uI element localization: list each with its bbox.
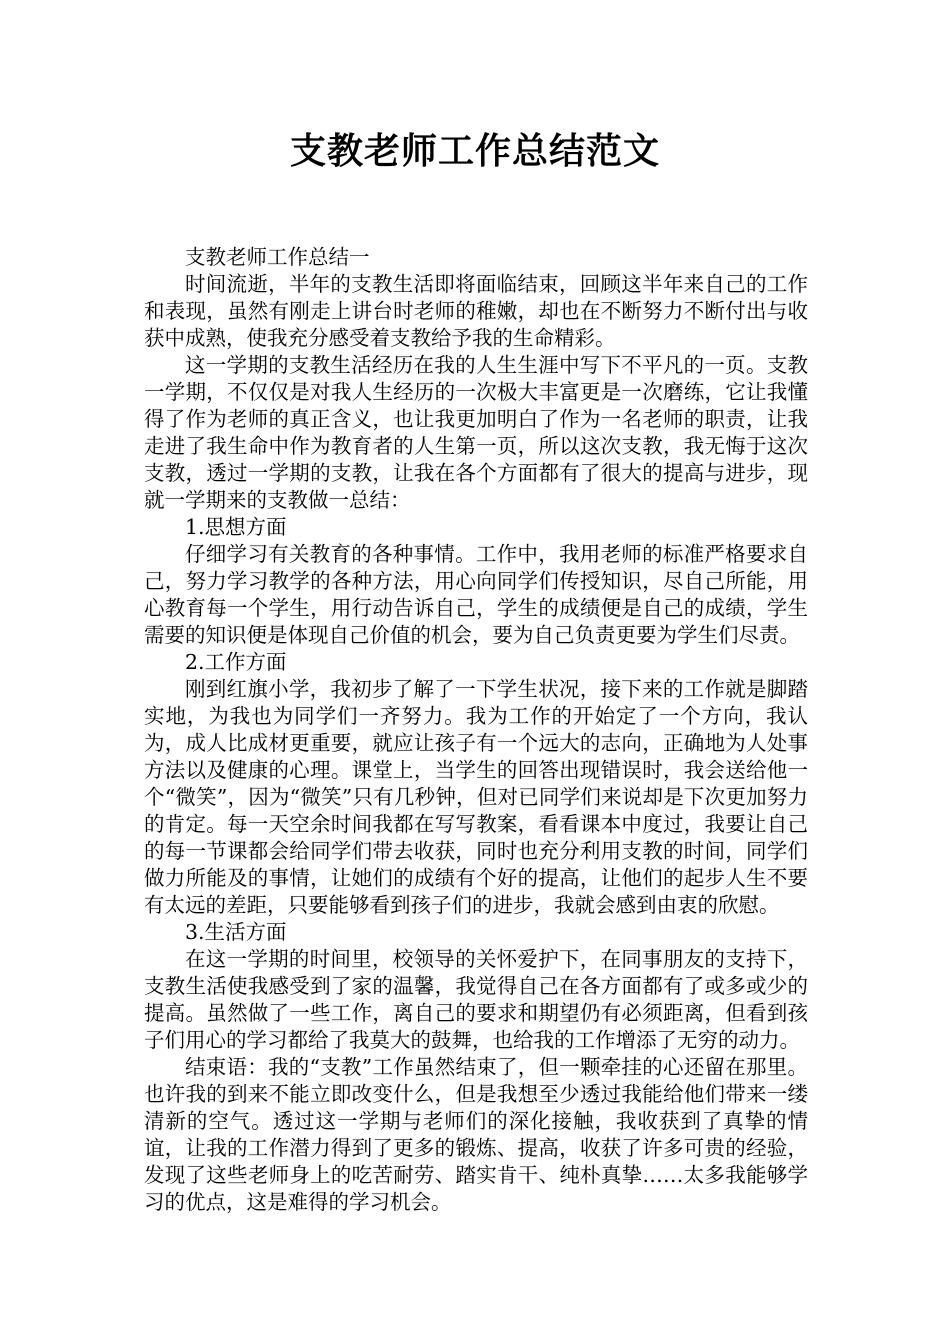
paragraph-work: 刚到红旗小学，我初步了解了一下学生状况，接下来的工作就是脚踏实地，为我也为同学们一齐努力。我为工作的开始定了一个方向，我认为，成人比成材更重要，就应让孩子有一个远大的志向，正确地为人处事方法以及健康的心理。课堂上，当学生的回答出现错误时，我会送给他一个“微笑”，因为“微笑”只有几秒钟，但对已同学们来说却是下次更加努力的肯定。每一天空余时间我都在写写教案，看看课本中度过，我要让自己的每一节课都会给同学们带去收获，同时也充分利用支教的时间，同学们做力所能及的事情，让她们的成绩有个好的提高，让他们的起步人生不要有太远的差距，只要能够看到孩子们的进步，我就会感到由衷的欣慰。 <box>144 677 808 917</box>
paragraph-life: 在这一学期的时间里，校领导的关怀爱护下，在同事朋友的支持下，支教生活使我感受到了家的温馨，我觉得自己在各方面都有了或多或少的提高。虽然做了一些工作，离自己的要求和期望仍有必须距离，但看到孩子们用心的学习都给了我莫大的鼓舞，也给我的工作增添了无穷的动力。 <box>144 947 808 1052</box>
paragraph-conclusion: 结束语：我的“支教”工作虽然结束了，但一颗牵挂的心还留在那里。也许我的到来不能立即改变什么，但是我想至少透过我能给他们带来一缕清新的空气。透过这一学期与老师们的深化接触，我收获到了真挚的情谊，让我的工作潜力得到了更多的锻炼、提高，收获了许多可贵的经验，发现了这些老师身上的吃苦耐劳、踏实肯干、纯朴真挚……太多我能够学习的优点，这是难得的学习机会。 <box>144 1055 808 1214</box>
section-heading-summary-one: 支教老师工作总结一 <box>185 245 370 269</box>
paragraph-overview: 这一学期的支教生活经历在我的人生生涯中写下不平凡的一页。支教一学期，不仅仅是对我人生经历的一次极大丰富更是一次磨练，它让我懂得了作为老师的真正含义，也让我更加明白了作为一名老师的职责，让我走进了我生命中作为教育者的人生第一页，所以这次支教，我无悔于这次支教，透过一学期的支教，让我在各个方面都有了很大的提高与进步，现就一学期来的支教做一总结： <box>144 353 808 512</box>
paragraph-thought: 仔细学习有关教育的各种事情。工作中，我用老师的标准严格要求自己，努力学习教学的各种方法，用心向同学们传授知识，尽自己所能，用心教育每一个学生，用行动告诉自己，学生的成绩便是自己的成绩，学生需要的知识便是体现自己价值的机会，要为自己负责更要为学生们尽责。 <box>144 542 808 647</box>
section-heading-work: 2.工作方面 <box>185 650 287 674</box>
section-heading-life: 3.生活方面 <box>185 920 287 944</box>
document-body <box>144 244 808 1216</box>
page-title: 支教老师工作总结范文 <box>289 131 660 172</box>
section-heading-thought: 1.思想方面 <box>185 515 287 539</box>
paragraph-intro: 时间流逝，半年的支教生活即将面临结束，回顾这半年来自己的工作和表现，虽然有刚走上讲台时老师的稚嫩，却也在不断努力不断付出与收获中成熟，使我充分感受着支教给予我的生命精彩。 <box>144 272 808 350</box>
